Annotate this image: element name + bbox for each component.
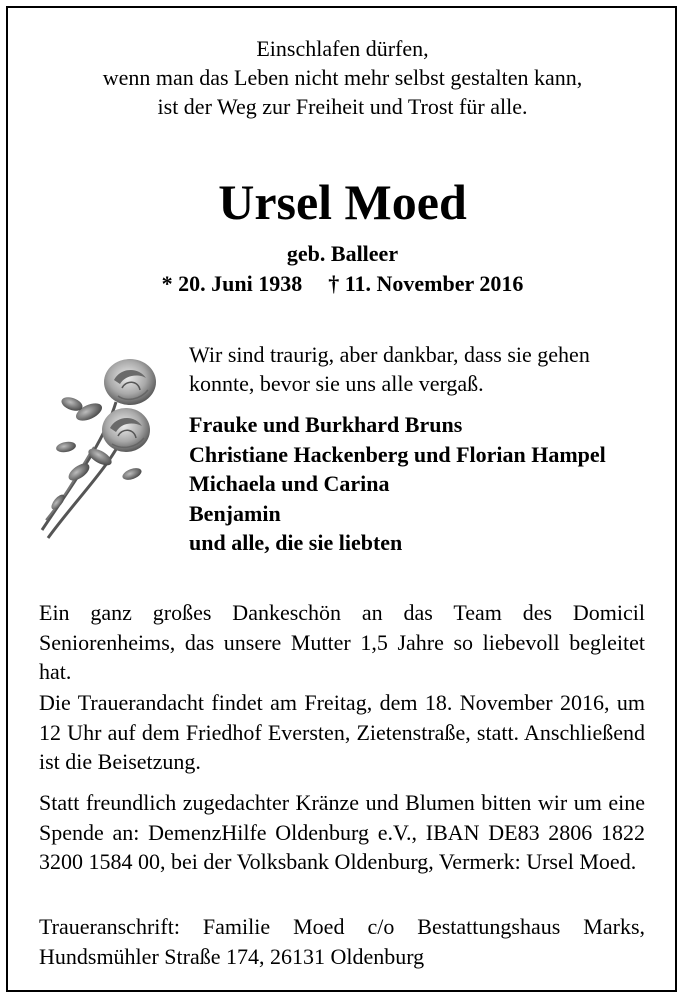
address-paragraph: Traueranschrift: Familie Moed c/o Bestattungshaus Marks, Hundsmühler Straße 174, 26131 Oldenburg xyxy=(39,914,645,969)
deceased-name: Ursel Moed xyxy=(218,174,467,230)
roses-icon xyxy=(34,352,174,542)
mourner-name: Christiane Hackenberg und Florian Hampel xyxy=(189,441,606,467)
life-dates xyxy=(0,270,685,298)
thanks-paragraph: Ein ganz großes Dankeschön an das Team des Domicil Seniorenheims, das unsere Mutter 1,5 Jahre so liebevoll begleitet hat. xyxy=(39,600,645,684)
death-date: † 11. November 2016 xyxy=(328,271,524,296)
quote-line-1: Einschlafen dürfen, xyxy=(256,36,429,61)
quote-line-3: ist der Weg zur Freiheit und Trost für alle. xyxy=(157,94,528,119)
opening-quote xyxy=(0,34,685,121)
grief-text xyxy=(189,340,590,398)
mourner-name: und alle, die sie liebten xyxy=(189,530,403,555)
mourner-name: Michaela und Carina xyxy=(189,471,390,496)
service-paragraph: Die Trauerandacht findet am Freitag, dem 18. November 2016, um 12 Uhr auf dem Friedhof Eversten, Zietenstraße, statt. Anschließend ist die Beisetzung. xyxy=(39,690,645,774)
maiden-name: geb. Balleer xyxy=(286,241,399,266)
grief-line: Wir sind traurig, aber dankbar, dass sie gehen xyxy=(189,342,590,367)
mourner-name: Frauke und Burkhard Bruns xyxy=(189,412,463,437)
mourner-name: Benjamin xyxy=(189,500,281,526)
quote-line-2: wenn man das Leben nicht mehr selbst gestalten kann, xyxy=(102,65,583,90)
grief-line: konnte, bevor sie uns alle vergaß. xyxy=(189,371,484,396)
mourners-list xyxy=(189,410,606,558)
birth-date: * 20. Juni 1938 xyxy=(161,271,303,296)
donation-paragraph: Statt freundlich zugedachter Kränze und Blumen bitten wir um eine Spende an: DemenzHilfe Oldenburg e.V., IBAN DE83 2806 1822 3200 1584 00, bei der Volksbank Oldenburg, Vermerk: Ursel Moed. xyxy=(39,790,645,874)
